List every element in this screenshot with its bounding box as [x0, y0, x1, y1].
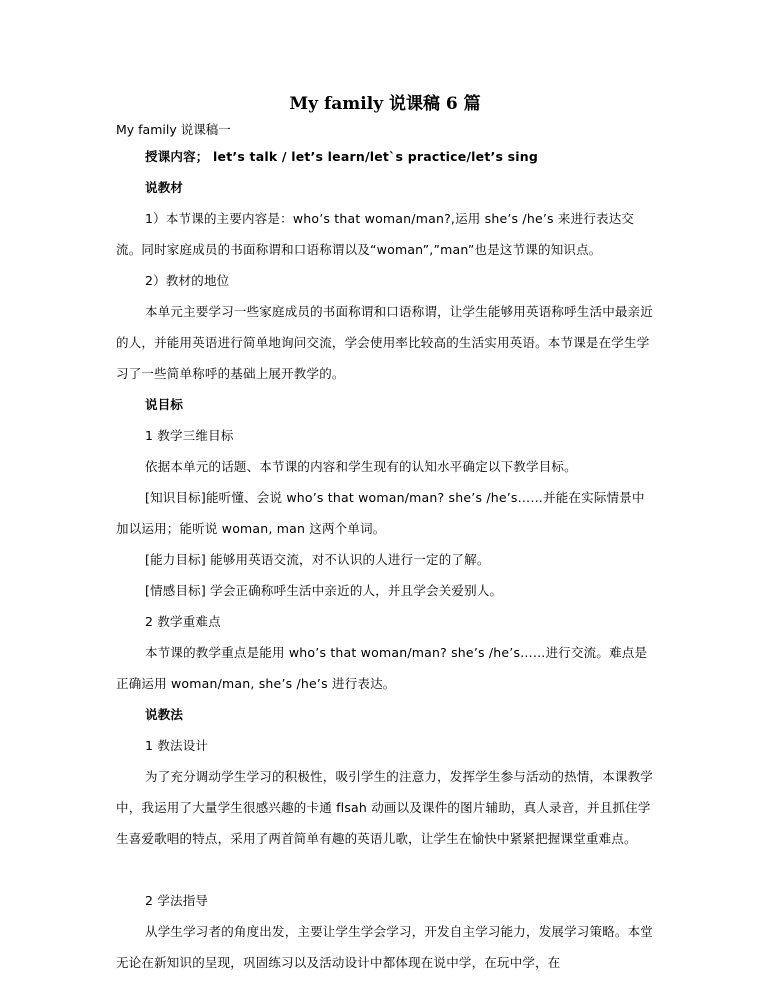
subheading-study-guidance: 2 学法指导: [145, 893, 209, 908]
section-heading-materials: 说教材: [145, 180, 184, 195]
section-heading-objectives: 说目标: [145, 397, 184, 412]
paragraph-knowledge-goal: [知识目标]能听懂、会说 who’s that woman/man? she’s /he’s……并能在实际情景中加以运用；能听说 woman, man 这两个单词。: [116, 490, 645, 536]
paragraph-emotion-goal: [情感目标] 学会正确称呼生活中亲近的人，并且学会关爱别人。: [145, 583, 503, 598]
paragraph-ability-goal: [能力目标] 能够用英语交流，对不认识的人进行一定的了解。: [145, 552, 490, 567]
paragraph-main-content: 1）本节课的主要内容是：who’s that woman/man?,运用 she’s /he’s 来进行表达交流。同时家庭成员的书面称谓和口语称谓以及“woman”,”man”也是这节课的知识点。: [116, 211, 635, 257]
document-subtitle: My family 说课稿一: [116, 122, 231, 137]
document-title: My family 说课稿 6 篇: [289, 94, 481, 114]
subheading-method-design: 1 教法设计: [145, 738, 209, 753]
subheading-material-status: 2）教材的地位: [145, 273, 230, 288]
subheading-three-dimensional-goals: 1 教学三维目标: [145, 428, 234, 443]
section-heading-methods: 说教法: [145, 707, 184, 722]
subheading-key-difficult-points: 2 教学重难点: [145, 614, 221, 629]
paragraph-study-guidance: 从学生学习者的角度出发，主要让学生学会学习，开发自主学习能力，发展学习策略。本堂无论在新知识的呈现，巩固练习以及活动设计中都体现在说中学，在玩中学，在: [116, 924, 654, 970]
paragraph-goals-basis: 依据本单元的话题、本节课的内容和学生现有的认知水平确定以下教学目标。: [145, 459, 577, 474]
paragraph-key-difficult-points: 本节课的教学重点是能用 who’s that woman/man? she’s /he’s……进行交流。难点是正确运用 woman/man, she’s /he’s 进行表达。: [116, 645, 648, 691]
paragraph-method-design: 为了充分调动学生学习的积极性，吸引学生的注意力，发挥学生参与活动的热情，本课教学中，我运用了大量学生很感兴趣的卡通 flsah 动画以及课件的图片辅助，真人录音，并且抓住学生喜爱歌唱的特点，采用了两首简单有趣的英语儿歌，让学生在愉快中紧紧把握课堂重难点。: [116, 769, 654, 846]
paragraph-material-status: 本单元主要学习一些家庭成员的书面称谓和口语称谓，让学生能够用英语称呼生活中最亲近的人，并能用英语进行简单地询问交流，学会使用率比较高的生活实用英语。本节课是在学生学习了一些简单称呼的基础上展开教学的。: [116, 304, 654, 381]
teaching-content-line: 授课内容； let’s talk / let’s learn/let`s practice/let’s sing: [145, 149, 539, 164]
